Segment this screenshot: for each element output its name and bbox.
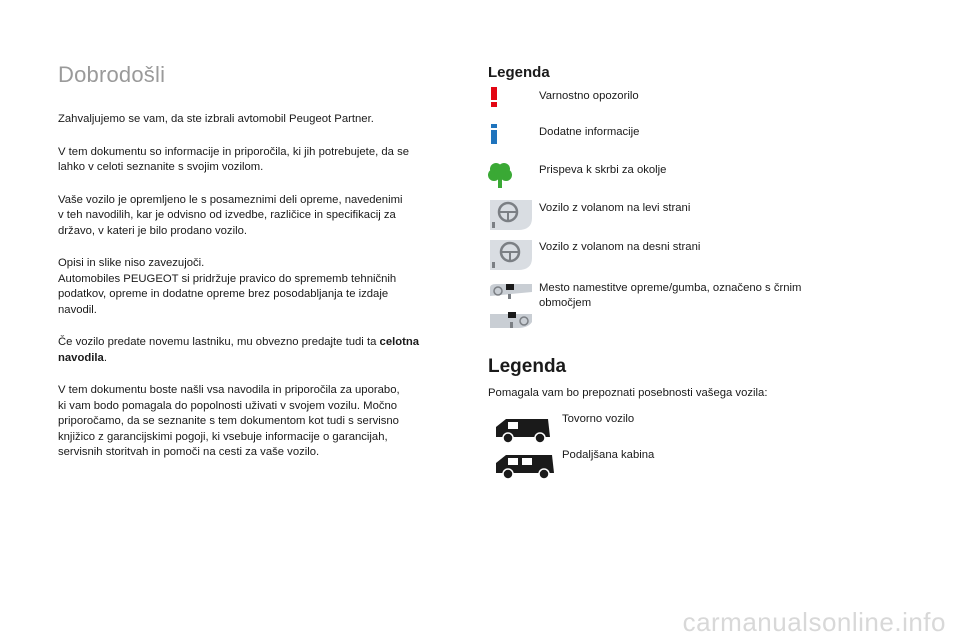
intro-paragraph: Zahvaljujemo se vam, da ste izbrali avtomobil Peugeot Partner. [58,113,374,125]
legend-item-lhd: Vozilo z volanom na levi strani [539,202,691,214]
info-icon [488,123,500,145]
page-title: Dobrodošli [58,62,166,87]
closing-paragraph: V tem dokumentu boste našli vsa navodila in priporočila za uporabo, ki vam bodo pomagala do popolnosti uživati v svojem vozilu. Močno priporočamo, da se seznanite s tem dokumentom kot tudi s servisno knjižico z garancijskimi pogoji, ki vsebuje informacije o garancijah, servisnih storitvah in pomoči na cesti za vaše vozilo. [58,384,400,458]
legend2-item-long-cab: Podaljšana kabina [562,449,655,461]
lhd-steering-icon [488,198,534,232]
legend-title: Legenda [488,64,550,81]
legend2-item-van: Tovorno vozilo [562,413,635,425]
rhd-steering-icon [488,238,534,272]
legend2-title: Legenda [488,356,567,377]
legend-item-rhd: Vozilo z volanom na desni strani [539,241,701,253]
legend-item-environment: Prispeva k skrbi za okolje [539,164,667,176]
long-cab-van-icon [492,449,558,481]
handover-bold: celotna navodila [58,336,420,364]
legend-item-warning: Varnostno opozorilo [539,90,639,102]
legend2-intro: Pomagala vam bo prepoznati posebnosti vašega vozila: [488,387,768,399]
handover-paragraph: Če vozilo predate novemu lastniku, mu obvezno predajte tudi ta celotna navodila. [58,336,420,364]
van-icon [492,413,554,445]
equipment-paragraph: Vaše vozilo je opremljeno le s posameznimi deli opreme, navedenimi v teh navodilih, kar je odvisno od izvedbe, različice in specifikacij za državo, v kateri je bilo prodano vozilo. [58,193,403,237]
welcome-section [58,62,458,478]
document-paragraph: V tem dokumentu so informacije in priporočila, ki jih potrebujete, da se lahko v celoti seznanite s svojim vozilom. [58,145,410,173]
disclaimer-paragraph: Opisi in slike niso zavezujoči. Automobiles PEUGEOT si pridržuje pravico do sprememb tehničnih podatkov, opreme in dodatne opreme brez posodabljanja te izdaje navodil. [58,257,397,316]
watermark: carmanualsonline.info [682,607,946,637]
legend-item-location: Mesto namestitve opreme/gumba, označeno s črnim območjem [539,282,802,309]
tree-icon [487,160,513,190]
dashboard-location-icon [488,282,536,332]
legend-item-info: Dodatne informacije [539,126,640,138]
warning-icon [488,86,500,108]
